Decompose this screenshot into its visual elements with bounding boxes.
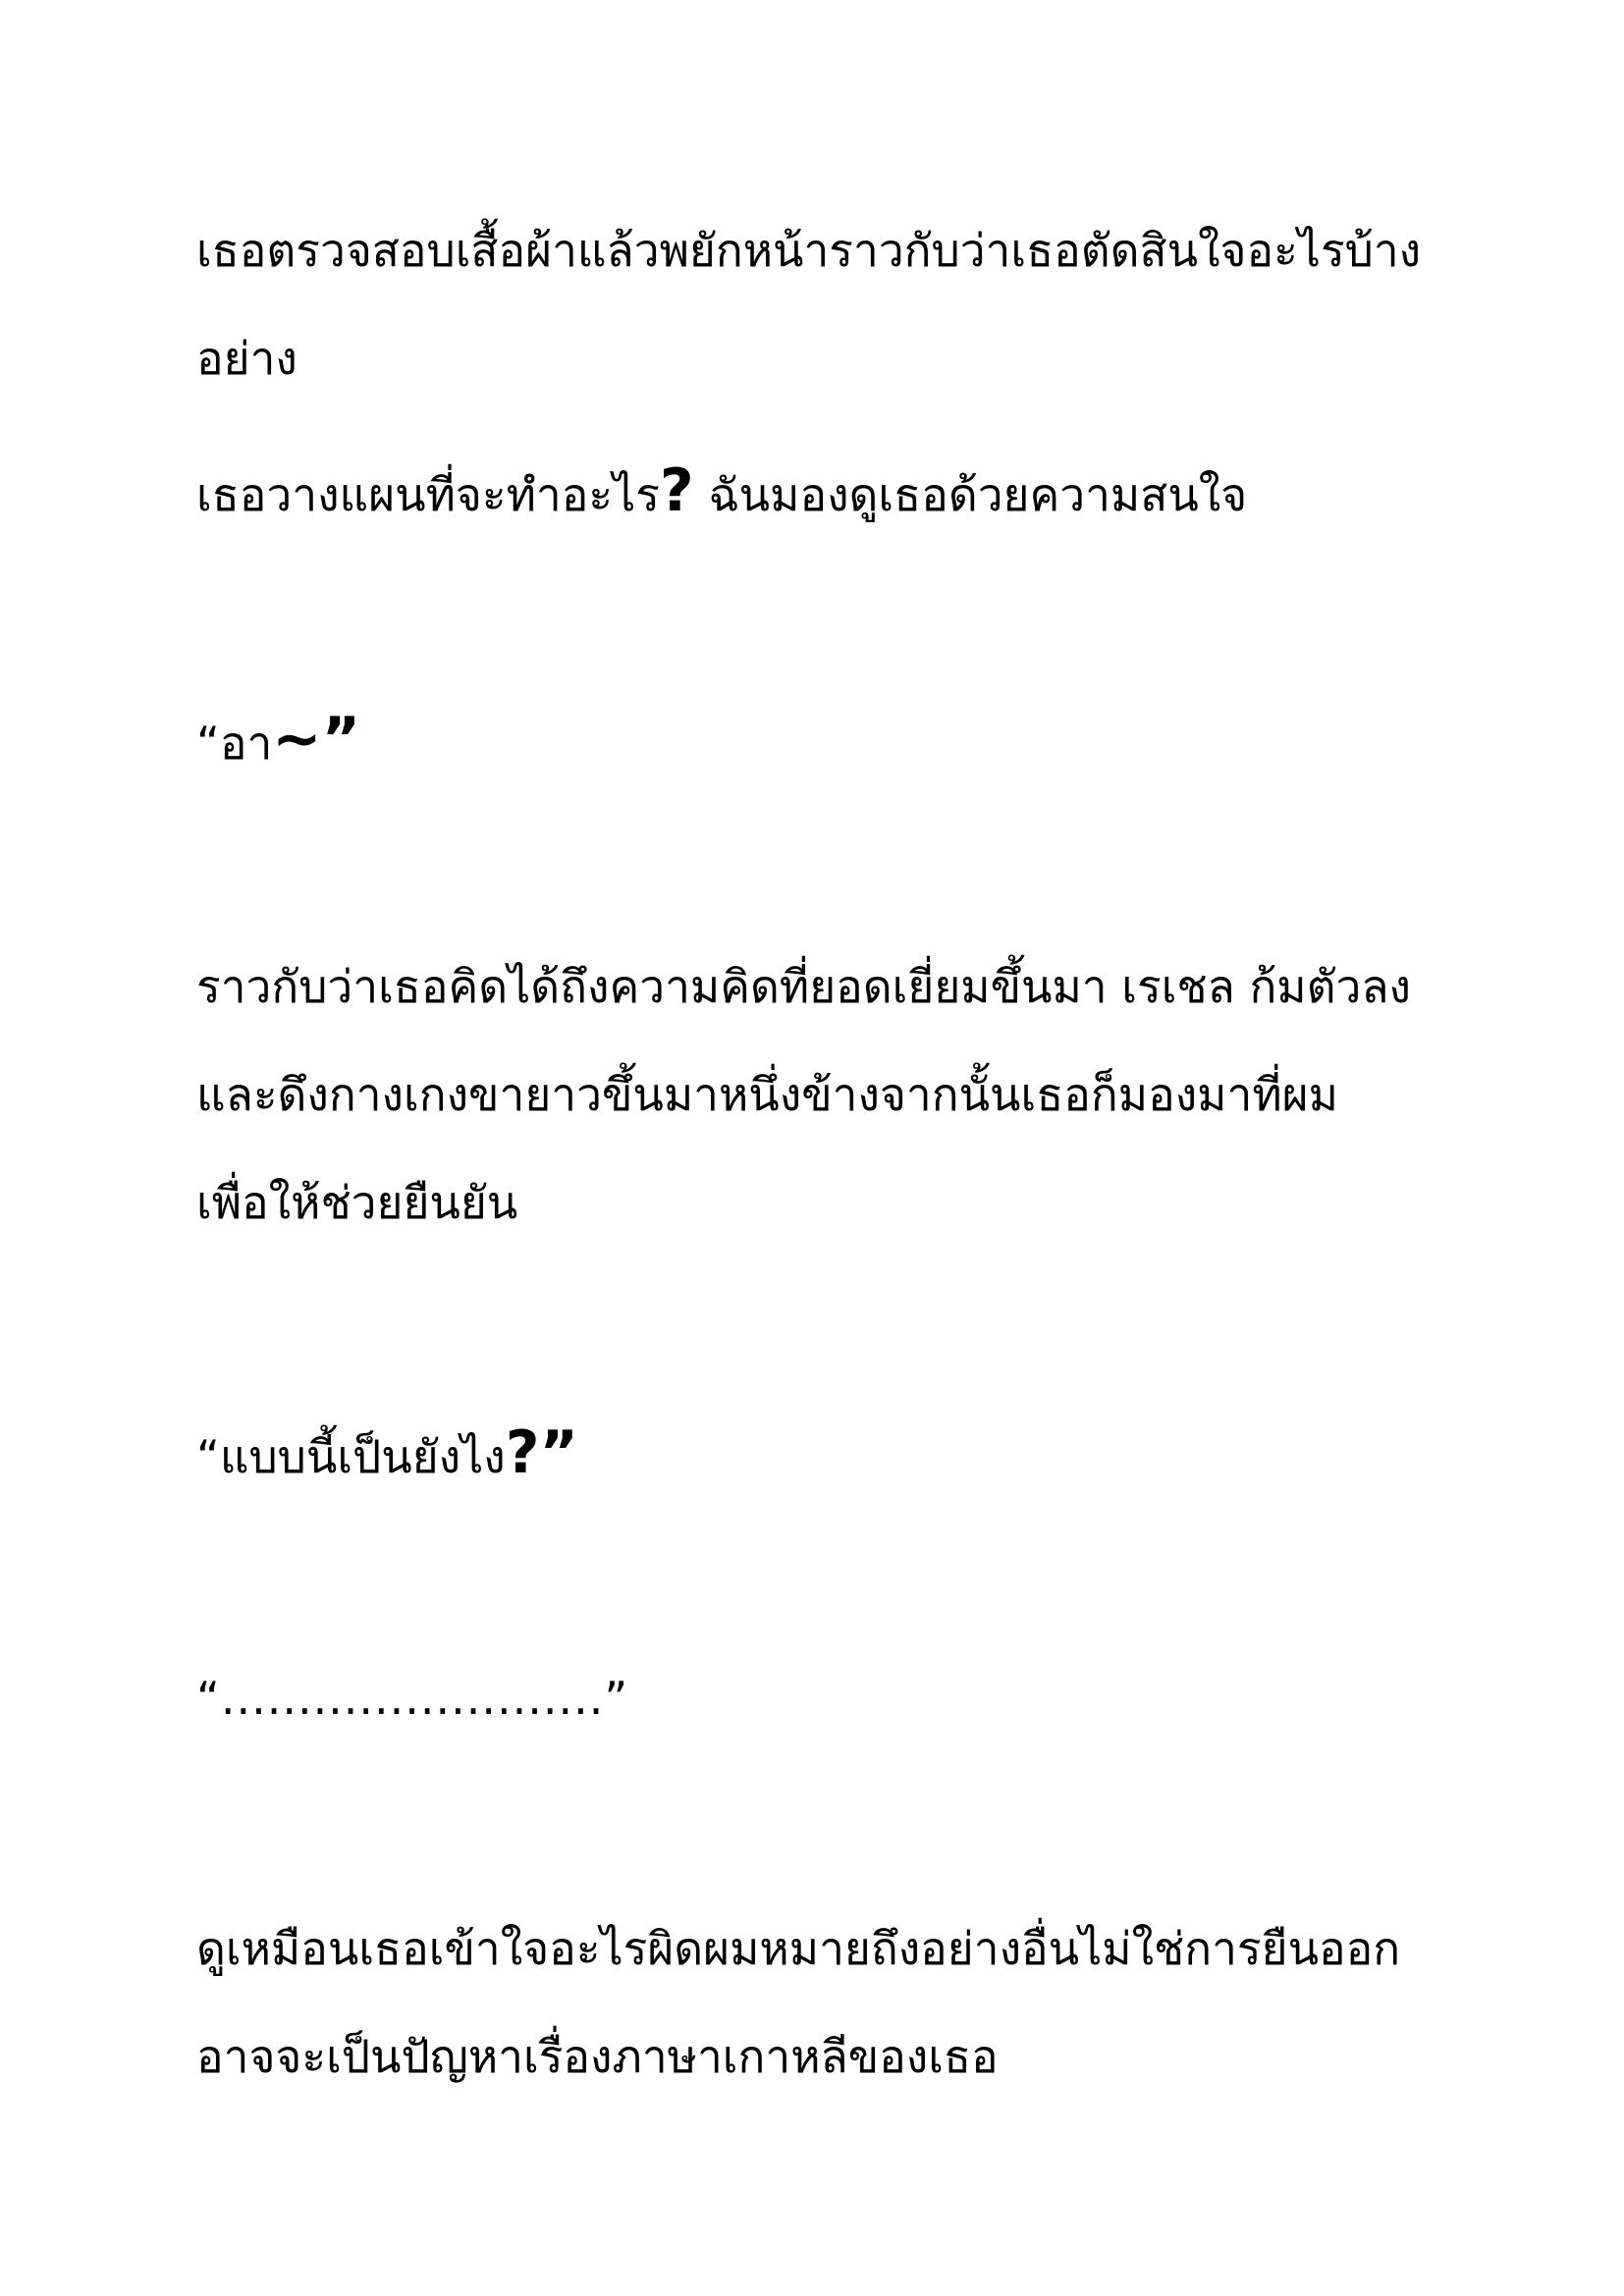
ellipsis-dialogue bbox=[196, 1669, 628, 1728]
paragraph-line bbox=[196, 1065, 1338, 1124]
text-segment: ฉันมองดูเธอด้วยความสนใจ bbox=[693, 468, 1248, 521]
question-mark: ? bbox=[659, 456, 694, 525]
text-segment: “.........................” bbox=[196, 1672, 629, 1725]
paragraph-line bbox=[196, 957, 1411, 1016]
text-segment: อาจจะเป็นปัญหาเรื่องภาษาเกาหลีของเธอ bbox=[196, 2030, 999, 2083]
tilde-quote: ~” bbox=[272, 705, 361, 774]
text-segment: อย่าง bbox=[196, 332, 298, 385]
text-segment: เพื่อให้ช่วยยืนยัน bbox=[196, 1176, 518, 1229]
dialogue-line bbox=[196, 1418, 578, 1487]
text-segment: “แบบนี้เป็นยังไง bbox=[196, 1430, 506, 1483]
text-segment: ดูเหมือนเธอเข้าใจอะไรผิดผมหมายถึงอย่างอื่นไม่ใช่การยืนออก bbox=[196, 1922, 1401, 1975]
text-segment: ราวกับว่าเธอคิดได้ถึงความคิดที่ยอดเยี่ยมขึ้นมา เรเชล ก้มตัวลง bbox=[196, 960, 1411, 1013]
paragraph-line bbox=[196, 1173, 517, 1232]
text-segment: “อา bbox=[196, 717, 273, 770]
dialogue-line bbox=[196, 705, 361, 774]
paragraph-line bbox=[196, 329, 298, 388]
question-quote: ?” bbox=[505, 1418, 578, 1487]
paragraph-line bbox=[196, 456, 1248, 525]
text-segment: เธอตรวจสอบเสื้อผ้าแล้วพยักหน้าราวกับว่าเธอตัดสินใจอะไรบ้าง bbox=[196, 224, 1422, 277]
paragraph-line bbox=[196, 2027, 999, 2086]
text-segment: และดึงกางเกงขายาวขึ้นมาหนึ่งข้างจากนั้นเธอก็มองมาที่ผม bbox=[196, 1068, 1338, 1121]
paragraph-line bbox=[196, 221, 1421, 280]
text-segment: เธอวางแผนที่จะทำอะไร bbox=[196, 468, 660, 521]
paragraph-line bbox=[196, 1919, 1400, 1978]
